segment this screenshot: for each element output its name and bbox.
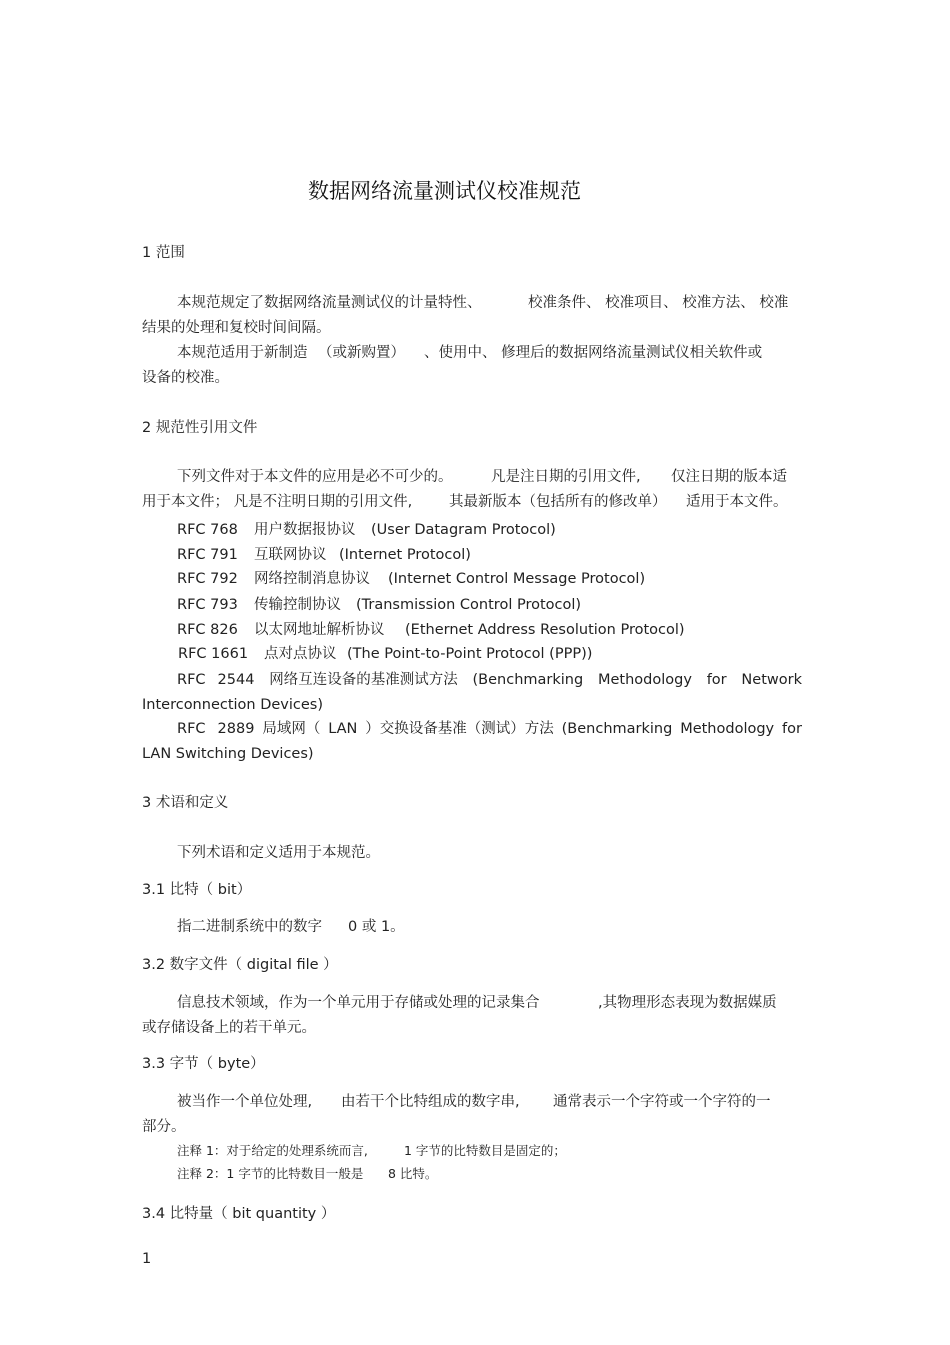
- ref-rfc2889-word: for: [782, 721, 802, 737]
- ref-rfc1661-en: (The Point-to-Point Protocol (PPP)): [347, 646, 593, 662]
- ref-rfc826-en: (Ethernet Address Resolution Protocol): [405, 622, 685, 638]
- section-1-heading: 1 范围: [142, 245, 185, 261]
- page-number: 1: [142, 1251, 152, 1267]
- ref-rfc2889-word: RFC: [177, 721, 206, 737]
- ref-rfc2544-desc: 网络互连设备的基准测试方法: [269, 672, 458, 688]
- section-3-heading: 3 术语和定义: [142, 795, 229, 811]
- sec1-para1-line1-part2: 校准条件、 校准项目、 校准方法、 校准: [528, 295, 789, 311]
- ref-rfc768-desc: 用户数据报协议: [254, 522, 356, 538]
- ref-rfc792-en: (Internet Control Message Protocol): [388, 571, 646, 587]
- ref-rfc2889-word: (Benchmarking: [561, 721, 673, 737]
- term-3-4-heading: 3.4 比特量（ bit quantity ）: [142, 1206, 336, 1222]
- ref-rfc2889-word: Methodology: [680, 721, 775, 737]
- ref-rfc793-en: (Transmission Control Protocol): [356, 597, 582, 613]
- ref-rfc793-desc: 传输控制协议: [254, 597, 341, 613]
- ref-rfc768-en: (User Datagram Protocol): [371, 522, 556, 538]
- ref-rfc2889-word: 局域网（: [262, 721, 321, 737]
- term-3-1-heading: 3.1 比特（ bit）: [142, 882, 252, 898]
- ref-rfc2544-word: RFC: [177, 672, 206, 688]
- ref-rfc768-code: RFC 768: [177, 522, 238, 538]
- ref-rfc793-code: RFC 793: [177, 597, 238, 613]
- ref-rfc1661-code: RFC 1661: [178, 646, 249, 662]
- sec1-para1-line1-part1: 本规范规定了数据网络流量测试仪的计量特性、: [177, 295, 482, 311]
- sec2-para-line1-part2: 凡是注日期的引用文件,: [491, 469, 641, 485]
- term-3-3-def-line2: 部分。: [142, 1119, 186, 1135]
- ref-rfc2544-word: Methodology: [597, 672, 692, 688]
- term-3-2-def-line1-part2: ,其物理形态表现为数据媒质: [598, 995, 777, 1011]
- ref-rfc826-code: RFC 826: [177, 622, 238, 638]
- term-3-1-def-part1: 指二进制系统中的数字: [177, 919, 322, 935]
- term-3-3-note2-part2: 8 比特。: [388, 1166, 438, 1181]
- sec1-para2-line1-part1: 本规范适用于新制造: [177, 345, 308, 361]
- ref-rfc2889-line: [177, 719, 802, 739]
- ref-rfc792-code: RFC 792: [177, 571, 238, 587]
- sec2-para-line2-part1: 用于本文件； 凡是不注明日期的引用文件,: [142, 494, 413, 510]
- ref-rfc2544-word: Network: [741, 672, 802, 688]
- term-3-3-def-line1-part3: 通常表示一个字符或一个字符的一: [553, 1094, 771, 1110]
- sec3-intro: 下列术语和定义适用于本规范。: [177, 845, 380, 861]
- document-title: 数据网络流量测试仪校准规范: [308, 179, 581, 203]
- term-3-2-def-line2: 或存储设备上的若干单元。: [142, 1020, 316, 1036]
- term-3-3-note1-part1: 注释 1：对于给定的处理系统而言,: [177, 1143, 368, 1158]
- ref-rfc2889-word: 2889: [217, 721, 255, 737]
- term-3-1-def-part2: 0 或 1。: [348, 919, 405, 935]
- term-3-3-note2-part1: 注释 2：1 字节的比特数目一般是: [177, 1166, 364, 1181]
- ref-rfc791-desc: 互联网协议: [254, 547, 327, 563]
- ref-rfc2544-line: [177, 670, 802, 690]
- sec2-para-line2-part3: 适用于本文件。: [686, 494, 788, 510]
- term-3-3-def-line1-part1: 被当作一个单位处理,: [177, 1094, 313, 1110]
- sec2-para-line1-part3: 仅注日期的版本适: [671, 469, 787, 485]
- sec1-para2-line1-part2: （或新购置）: [318, 345, 405, 361]
- term-3-3-heading: 3.3 字节（ byte）: [142, 1056, 265, 1072]
- term-3-2-def-line1-part1: 信息技术领域，作为一个单元用于存储或处理的记录集合: [177, 995, 540, 1011]
- ref-rfc792-desc: 网络控制消息协议: [254, 571, 370, 587]
- ref-rfc791-en: (Internet Protocol): [339, 547, 471, 563]
- ref-rfc2544-word: (Benchmarking: [472, 672, 584, 688]
- sec2-para-line2-part2: 其最新版本（包括所有的修改单）: [449, 494, 667, 510]
- ref-rfc2544-continuation: Interconnection Devices): [142, 697, 324, 713]
- sec1-para2-line2: 设备的校准。: [142, 370, 229, 386]
- ref-rfc2889-word: LAN: [328, 721, 358, 737]
- ref-rfc2544-word: 2544: [217, 672, 255, 688]
- term-3-2-heading: 3.2 数字文件（ digital file ）: [142, 957, 338, 973]
- sec2-para-line1-part1: 下列文件对于本文件的应用是必不可少的。: [177, 469, 453, 485]
- ref-rfc791-code: RFC 791: [177, 547, 238, 563]
- sec1-para1-line2: 结果的处理和复校时间间隔。: [142, 320, 331, 336]
- ref-rfc2544-word: for: [706, 672, 727, 688]
- ref-rfc2889-desc: ）交换设备基准（测试）方法: [365, 721, 554, 737]
- term-3-3-def-line1-part2: 由若干个比特组成的数字串,: [341, 1094, 520, 1110]
- ref-rfc2889-continuation: LAN Switching Devices): [142, 746, 314, 762]
- ref-rfc826-desc: 以太网地址解析协议: [254, 622, 385, 638]
- term-3-3-note1-part2: 1 字节的比特数目是固定的；: [404, 1143, 566, 1158]
- ref-rfc1661-desc: 点对点协议: [264, 646, 337, 662]
- sec1-para2-line1-part3: 、使用中、 修理后的数据网络流量测试仪相关软件或: [424, 345, 763, 361]
- section-2-heading: 2 规范性引用文件: [142, 420, 258, 436]
